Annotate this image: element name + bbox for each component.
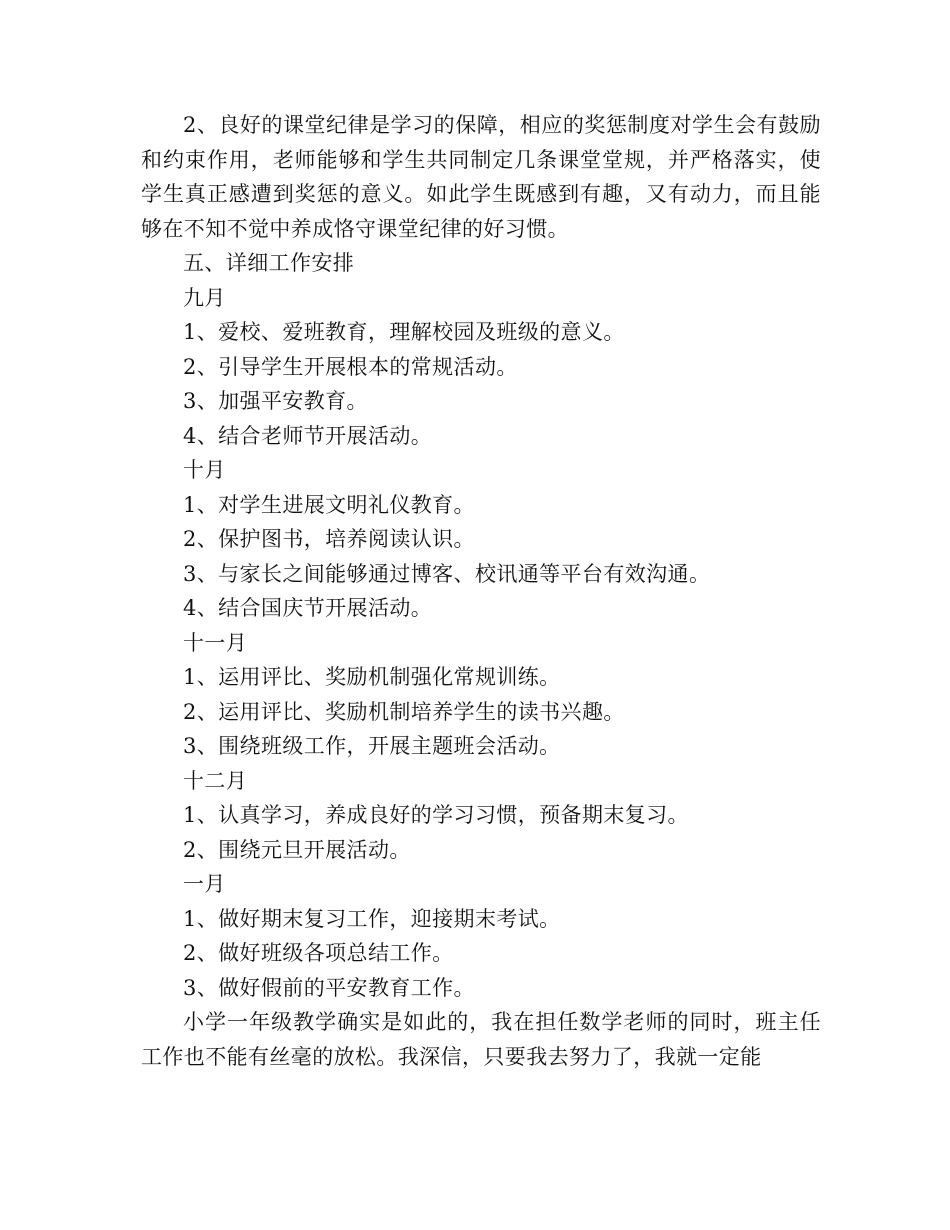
list-item: 4、结合老师节开展活动。 bbox=[183, 423, 433, 448]
month-heading-december: 十二月 bbox=[183, 768, 248, 793]
list-item: 2、引导学生开展根本的常规活动。 bbox=[183, 354, 518, 379]
list-item: 2、运用评比、奖励机制培养学生的读书兴趣。 bbox=[183, 699, 625, 724]
list-item: 1、爱校、爱班教育，理解校园及班级的意义。 bbox=[183, 320, 625, 344]
month-heading-september: 九月 bbox=[183, 285, 226, 310]
month-heading-november: 十一月 bbox=[183, 630, 248, 655]
list-item: 2、围绕元旦开展活动。 bbox=[183, 837, 411, 862]
list-item: 2、保护图书，培养阅读认识。 bbox=[183, 527, 475, 551]
paragraph-closing: 小学一年级教学确实是如此的，我在担任数学老师的同时，班主任工作也不能有丝毫的放松。我深信，只要我去努力了，我就一定能 bbox=[141, 1010, 821, 1069]
month-heading-october: 十月 bbox=[183, 458, 226, 482]
list-item: 3、加强平安教育。 bbox=[183, 389, 368, 413]
section-heading: 五、详细工作安排 bbox=[183, 251, 355, 275]
document-body bbox=[141, 108, 821, 1074]
list-item: 1、运用评比、奖励机制强化常规训练。 bbox=[183, 665, 561, 689]
list-item: 4、结合国庆节开展活动。 bbox=[183, 596, 433, 620]
list-item: 2、做好班级各项总结工作。 bbox=[183, 941, 454, 965]
list-item: 3、与家长之间能够通过博客、校讯通等平台有效沟通。 bbox=[183, 561, 711, 586]
list-item: 3、做好假前的平安教育工作。 bbox=[183, 975, 475, 1000]
list-item: 3、围绕班级工作，开展主题班会活动。 bbox=[183, 734, 561, 758]
list-item: 1、做好期末复习工作，迎接期末考试。 bbox=[183, 906, 561, 931]
month-heading-january: 一月 bbox=[183, 872, 226, 896]
paragraph-discipline: 2、良好的课堂纪律是学习的保障，相应的奖惩制度对学生会有鼓励和约束作用，老师能够和学生共同制定几条课堂堂规，并严格落实，使学生真正感遭到奖惩的意义。如此学生既感到有趣，又有动力，而且能够在不知不觉中养成恪守课堂纪律的好习惯。 bbox=[141, 113, 821, 241]
list-item: 1、认真学习，养成良好的学习习惯，预备期末复习。 bbox=[183, 803, 689, 827]
list-item: 1、对学生进展文明礼仪教育。 bbox=[183, 492, 475, 517]
